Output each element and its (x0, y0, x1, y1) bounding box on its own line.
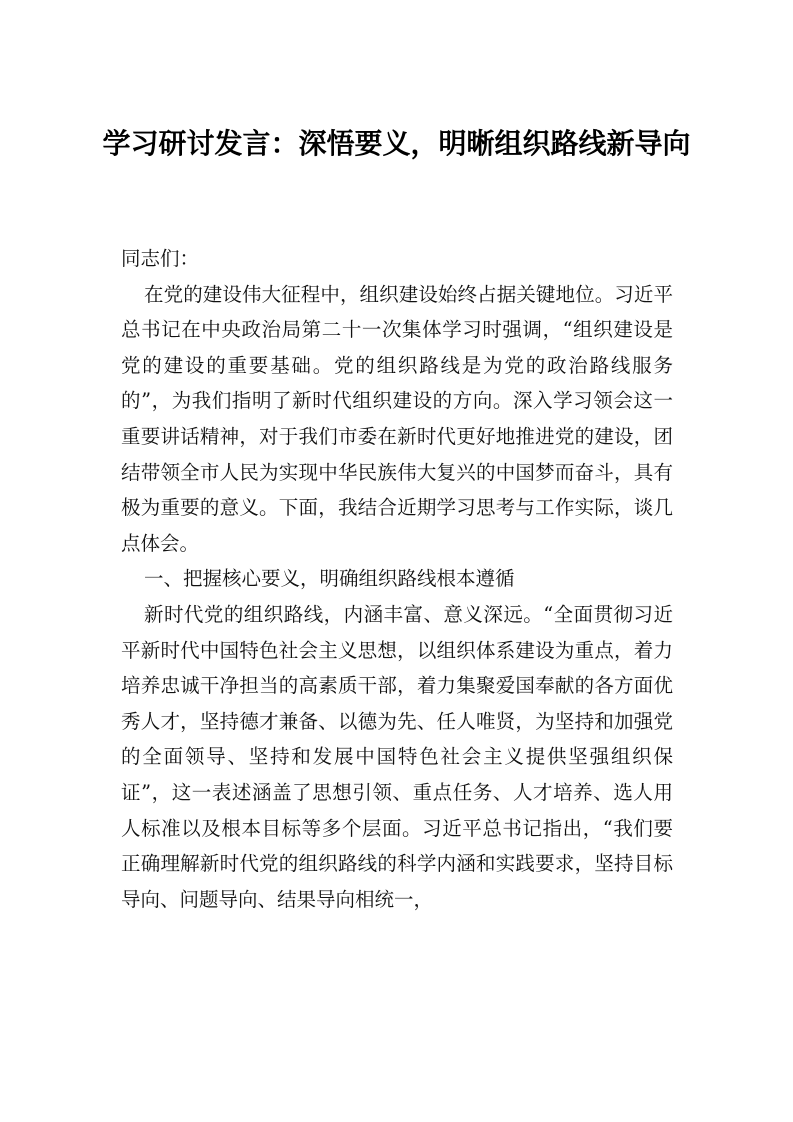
section-heading-1: 一、把握核心要义，明确组织路线根本遵循 (144, 567, 515, 591)
document-body (121, 241, 673, 917)
document-title: 学习研讨发言：深悟要义，明晰组织路线新导向 (102, 127, 691, 160)
paragraph-section-1: 新时代党的组织路线，内涵丰富、意义深远。“全面贯彻习近平新时代中国特色社会主义思想，以组织体系建设为重点，着力培养忠诚干净担当的高素质干部，着力集聚爱国奉献的各方面优秀人才，坚持德才兼备、以德为先、任人唯贤，为坚持和加强党的全面领导、坚持和发展中国特色社会主义提供坚强组织保证”，这一表述涵盖了思想引领、重点任务、人才培养、选人用人标准以及根本目标等多个层面。习近平总书记指出，“我们要正确理解新时代党的组织路线的科学内涵和实践要求，坚持目标导向、问题导向、结果导向相统一， (121, 602, 673, 911)
paragraph-intro: 在党的建设伟大征程中，组织建设始终占据关键地位。习近平总书记在中央政治局第二十一次集体学习时强调，“组织建设是党的建设的重要基础。党的组织路线是为党的政治路线服务的”，为我们指明了新时代组织建设的方向。深入学习领会这一重要讲话精神，对于我们市委在新时代更好地推进党的建设，团结带领全市人民为实现中华民族伟大复兴的中国梦而奋斗，具有极为重要的意义。下面，我结合近期学习思考与工作实际，谈几点体会。 (121, 282, 673, 555)
greeting: 同志们： (121, 247, 200, 270)
